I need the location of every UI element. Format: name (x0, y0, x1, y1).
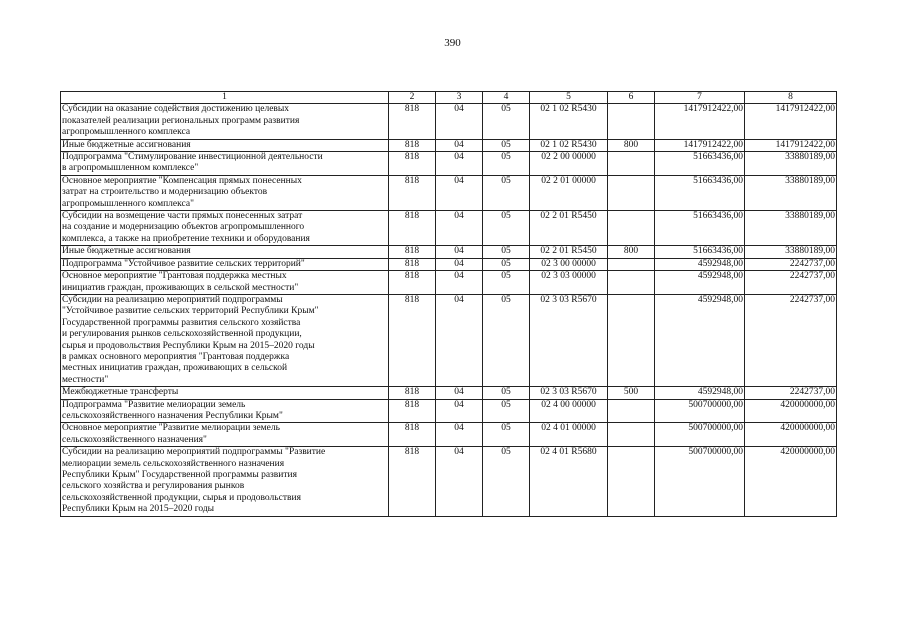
table-row (61, 104, 837, 139)
row-col-5-cell: 02 2 01 R5450 (530, 211, 608, 246)
row-name-cell: Субсидии на оказание содействия достижению целевых показателей реализации региональных программ развития агропромышленного комплекса (61, 104, 389, 139)
row-col-2-cell: 818 (389, 139, 436, 151)
row-col-6-cell (608, 423, 655, 447)
row-name-cell: Субсидии на возмещение части прямых понесенных затрат на создание и модернизацию объектов агропромышленного комплекса, а также на приобретение техники и оборудования (61, 211, 389, 246)
row-col-8-cell: 2242737,00 (745, 258, 837, 270)
row-col-4-cell: 05 (483, 211, 530, 246)
row-col-5-cell: 02 1 02 R5430 (530, 139, 608, 151)
row-col-7-cell: 4592948,00 (655, 387, 745, 399)
row-col-2-cell: 818 (389, 423, 436, 447)
row-name-cell: Иные бюджетные ассигнования (61, 246, 389, 258)
row-col-4-cell: 05 (483, 447, 530, 516)
row-col-3-cell: 04 (436, 246, 483, 258)
header-col-2: 2 (389, 92, 436, 104)
budget-table (60, 91, 837, 517)
row-col-6-cell (608, 447, 655, 516)
row-name-cell: Основное мероприятие "Грантовая поддержка местных инициатив граждан, проживающих в сельской местности" (61, 271, 389, 295)
table-row (61, 258, 837, 270)
row-col-6-cell: 800 (608, 246, 655, 258)
table-row (61, 246, 837, 258)
table-row (61, 175, 837, 210)
row-col-8-cell: 420000000,00 (745, 399, 837, 423)
table-row (61, 447, 837, 516)
row-name-cell: Подпрограмма "Развитие мелиорации земель сельскохозяйственного назначения Республики Крым" (61, 399, 389, 423)
table-row (61, 423, 837, 447)
row-col-4-cell: 05 (483, 139, 530, 151)
table-row (61, 387, 837, 399)
row-col-3-cell: 04 (436, 271, 483, 295)
row-col-6-cell (608, 271, 655, 295)
row-name-cell: Субсидии на реализацию мероприятий подпрограммы "Устойчивое развитие сельских территорий Республики Крым" Государственной программы развития сельского хозяйства и регулирования рынков сельскохозяйственной продукции, сырья и продовольствия Республики Крым на 2015–2020 годы в рамках основного мероприятия "Грантовая поддержка местных инициатив граждан, проживающих в сельской местности" (61, 294, 389, 386)
row-col-5-cell: 02 3 03 00000 (530, 271, 608, 295)
row-col-7-cell: 500700000,00 (655, 447, 745, 516)
row-col-8-cell: 33880189,00 (745, 152, 837, 176)
row-col-4-cell: 05 (483, 104, 530, 139)
row-col-8-cell: 2242737,00 (745, 387, 837, 399)
row-col-4-cell: 05 (483, 175, 530, 210)
row-col-7-cell: 51663436,00 (655, 246, 745, 258)
row-col-4-cell: 05 (483, 423, 530, 447)
row-col-6-cell (608, 399, 655, 423)
row-col-6-cell (608, 152, 655, 176)
row-col-5-cell: 02 2 01 R5450 (530, 246, 608, 258)
row-col-4-cell: 05 (483, 399, 530, 423)
row-col-3-cell: 04 (436, 258, 483, 270)
header-col-1: 1 (61, 92, 389, 104)
header-col-5: 5 (530, 92, 608, 104)
row-col-7-cell: 4592948,00 (655, 258, 745, 270)
row-col-3-cell: 04 (436, 152, 483, 176)
row-col-5-cell: 02 3 00 00000 (530, 258, 608, 270)
row-col-7-cell: 1417912422,00 (655, 139, 745, 151)
header-col-4: 4 (483, 92, 530, 104)
row-col-3-cell: 04 (436, 175, 483, 210)
row-col-2-cell: 818 (389, 447, 436, 516)
row-col-8-cell: 2242737,00 (745, 271, 837, 295)
row-col-5-cell: 02 2 01 00000 (530, 175, 608, 210)
row-col-6-cell (608, 175, 655, 210)
row-col-8-cell: 33880189,00 (745, 246, 837, 258)
row-col-7-cell: 500700000,00 (655, 399, 745, 423)
header-col-7: 7 (655, 92, 745, 104)
row-col-4-cell: 05 (483, 246, 530, 258)
row-col-8-cell: 1417912422,00 (745, 104, 837, 139)
row-col-7-cell: 500700000,00 (655, 423, 745, 447)
row-col-5-cell: 02 4 00 00000 (530, 399, 608, 423)
table-row (61, 271, 837, 295)
row-col-8-cell: 2242737,00 (745, 294, 837, 386)
page-number: 390 (444, 37, 461, 49)
row-col-2-cell: 818 (389, 246, 436, 258)
table-row (61, 152, 837, 176)
row-col-7-cell: 1417912422,00 (655, 104, 745, 139)
row-col-6-cell: 500 (608, 387, 655, 399)
row-col-8-cell: 33880189,00 (745, 175, 837, 210)
header-col-8: 8 (745, 92, 837, 104)
row-col-7-cell: 4592948,00 (655, 294, 745, 386)
row-name-cell: Межбюджетные трансферты (61, 387, 389, 399)
row-col-2-cell: 818 (389, 175, 436, 210)
row-col-2-cell: 818 (389, 211, 436, 246)
table-row (61, 399, 837, 423)
row-name-cell: Субсидии на реализацию мероприятий подпрограммы "Развитие мелиорации земель сельскохозяйственного назначения Республики Крым" Государственной программы развития сельского хозяйства и регулирования рынков сельскохозяйственной продукции, сырья и продовольствия Республики Крым на 2015–2020 годы (61, 447, 389, 516)
row-name-cell: Иные бюджетные ассигнования (61, 139, 389, 151)
row-col-3-cell: 04 (436, 447, 483, 516)
row-col-2-cell: 818 (389, 152, 436, 176)
row-col-2-cell: 818 (389, 399, 436, 423)
row-col-3-cell: 04 (436, 387, 483, 399)
row-name-cell: Основное мероприятие "Компенсация прямых понесенных затрат на строительство и модернизацию объектов агропромышленного комплекса" (61, 175, 389, 210)
row-col-7-cell: 4592948,00 (655, 271, 745, 295)
row-col-8-cell: 33880189,00 (745, 211, 837, 246)
row-col-2-cell: 818 (389, 387, 436, 399)
row-name-cell: Подпрограмма "Устойчивое развитие сельских территорий" (61, 258, 389, 270)
row-col-4-cell: 05 (483, 387, 530, 399)
row-col-5-cell: 02 4 01 00000 (530, 423, 608, 447)
row-col-4-cell: 05 (483, 294, 530, 386)
row-col-7-cell: 51663436,00 (655, 211, 745, 246)
row-col-4-cell: 05 (483, 152, 530, 176)
table-row (61, 211, 837, 246)
row-col-5-cell: 02 2 00 00000 (530, 152, 608, 176)
row-col-3-cell: 04 (436, 294, 483, 386)
row-col-7-cell: 51663436,00 (655, 175, 745, 210)
row-col-8-cell: 420000000,00 (745, 447, 837, 516)
row-col-2-cell: 818 (389, 258, 436, 270)
row-col-8-cell: 420000000,00 (745, 423, 837, 447)
row-col-6-cell (608, 211, 655, 246)
row-col-6-cell (608, 258, 655, 270)
row-col-4-cell: 05 (483, 271, 530, 295)
row-col-6-cell (608, 294, 655, 386)
table-row (61, 139, 837, 151)
table-row (61, 294, 837, 386)
row-col-2-cell: 818 (389, 104, 436, 139)
row-col-3-cell: 04 (436, 139, 483, 151)
header-col-6: 6 (608, 92, 655, 104)
row-col-3-cell: 04 (436, 104, 483, 139)
row-col-6-cell: 800 (608, 139, 655, 151)
row-col-8-cell: 1417912422,00 (745, 139, 837, 151)
row-col-3-cell: 04 (436, 399, 483, 423)
row-col-5-cell: 02 4 01 R5680 (530, 447, 608, 516)
row-col-4-cell: 05 (483, 258, 530, 270)
row-col-7-cell: 51663436,00 (655, 152, 745, 176)
row-col-5-cell: 02 3 03 R5670 (530, 294, 608, 386)
header-row (61, 92, 837, 104)
row-name-cell: Подпрограмма "Стимулирование инвестиционной деятельности в агропромышленном комплексе" (61, 152, 389, 176)
row-col-2-cell: 818 (389, 271, 436, 295)
row-col-3-cell: 04 (436, 423, 483, 447)
row-col-5-cell: 02 3 03 R5670 (530, 387, 608, 399)
row-col-3-cell: 04 (436, 211, 483, 246)
row-name-cell: Основное мероприятие "Развитие мелиорации земель сельскохозяйственного назначения" (61, 423, 389, 447)
row-col-2-cell: 818 (389, 294, 436, 386)
header-col-3: 3 (436, 92, 483, 104)
row-col-6-cell (608, 104, 655, 139)
row-col-5-cell: 02 1 02 R5430 (530, 104, 608, 139)
